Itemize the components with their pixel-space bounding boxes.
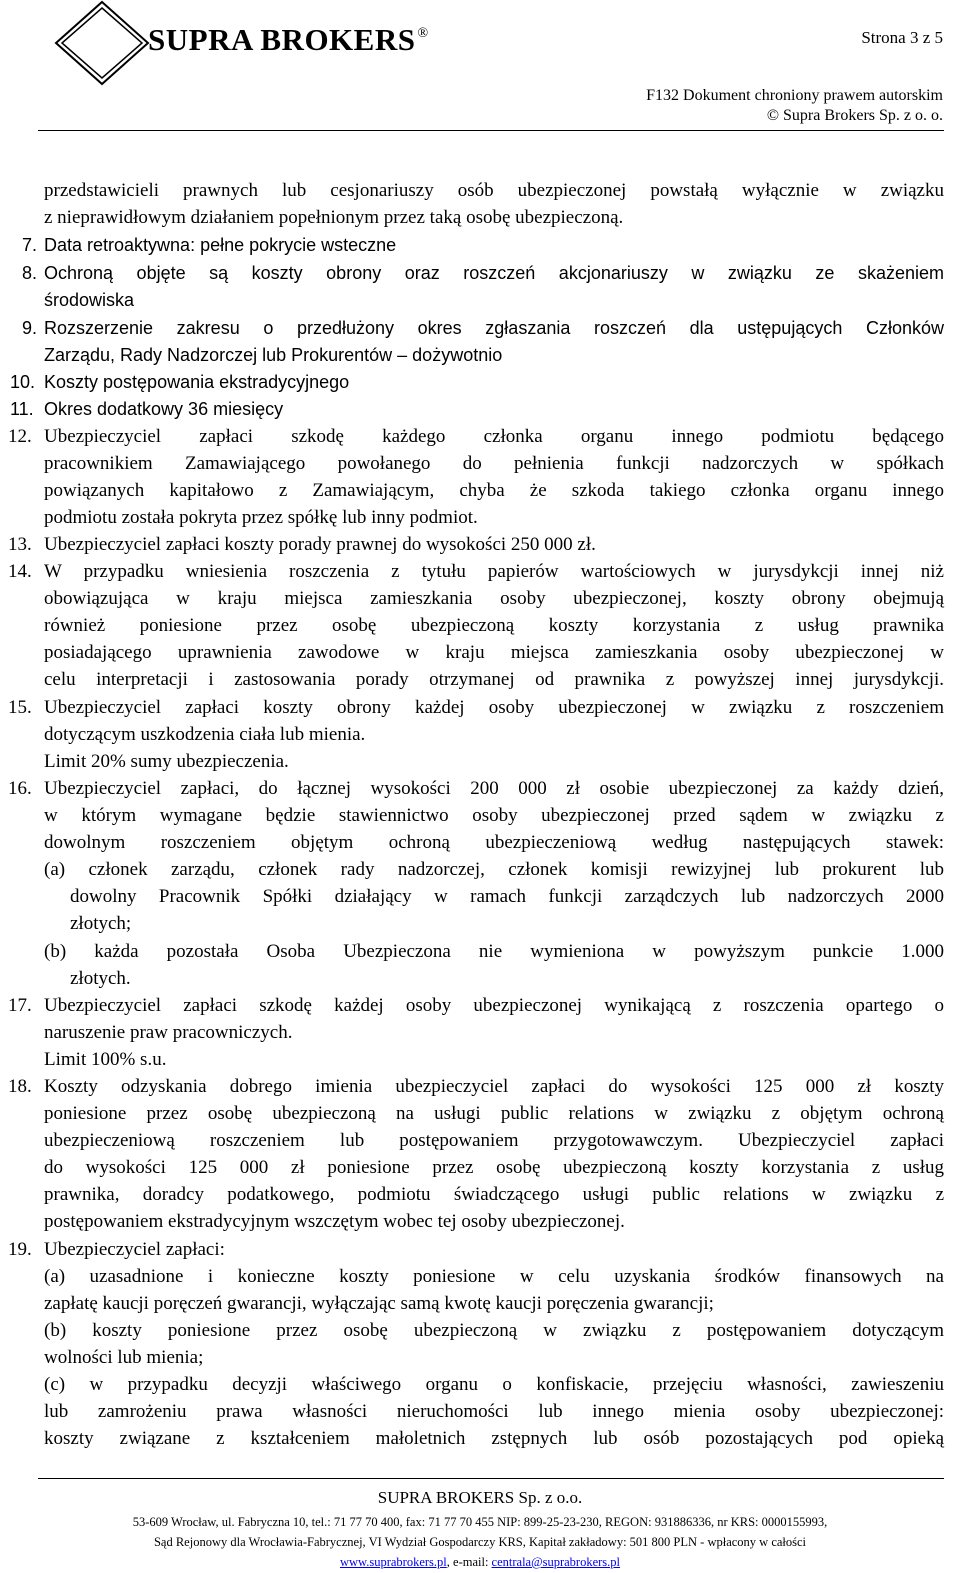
text-line: (b) każda pozostała Osoba Ubezpieczona nie wymieniona w powyższym punkcie 1.000: [44, 941, 944, 962]
text-line: Limit 100% s.u.: [44, 1049, 167, 1070]
text-line: Okres dodatkowy 36 miesięcy: [44, 399, 284, 419]
footer-contact: [0, 1555, 960, 1570]
text-line: przedstawicieli prawnych lub cesjonariuszy osób ubezpieczonej powstałą wyłącznie w związku: [44, 180, 944, 201]
text-line: Ochroną objęte są koszty obrony oraz roszczeń akcjonariuszy w związku ze skażeniem: [44, 263, 944, 283]
text-line: złotych.: [70, 968, 131, 989]
item-number: 7.: [22, 235, 38, 255]
text-line: również poniesione przez osobę ubezpieczoną koszty korzystania z usług prawnika: [44, 615, 944, 636]
text-line: dotyczącym uszkodzenia ciała lub mienia.: [44, 724, 366, 745]
item-number: 19.: [8, 1239, 32, 1260]
item-number: 14.: [8, 561, 32, 582]
text-line: Koszty odzyskania dobrego imienia ubezpieczyciel zapłaci do wysokości 125 000 zł koszty: [44, 1076, 944, 1097]
text-line: W przypadku wniesienia roszczenia z tytułu papierów wartościowych w jurysdykcji innej niż: [44, 561, 944, 582]
item-number: 10.: [10, 372, 36, 392]
text-line: podmiotu została pokryta przez spółkę lub inny podmiot.: [44, 507, 478, 528]
text-line: Data retroaktywna: pełne pokrycie wsteczne: [44, 235, 397, 255]
text-line: do wysokości 125 000 zł poniesione przez osobę ubezpieczoną koszty korzystania z usług: [44, 1157, 944, 1178]
text-line: posiadającego uprawnienia zawodowe w kraju miejsca zamieszkania osoby ubezpieczonej w: [44, 642, 944, 663]
text-line: koszty związane z kształceniem małoletnich zstępnych lub osób pozostających pod opieką: [44, 1428, 944, 1449]
text-line: (a) członek zarządu, członek rady nadzorczej, członek komisji rewizyjnej lub prokurent lub: [44, 859, 944, 880]
text-line: Ubezpieczyciel zapłaci koszty obrony każdej osoby ubezpieczonej w związku z roszczeniem: [44, 697, 944, 718]
text-line: Ubezpieczyciel zapłaci szkodę każdego członka organu innego podmiotu będącego: [44, 426, 944, 447]
brand-logo-text: SUPRA BROKERS ®: [148, 22, 429, 57]
footer-divider: [38, 1478, 944, 1479]
text-line: złotych;: [70, 913, 132, 934]
text-line: zapłatę kaucji poręczeń gwarancji, wyłączając samą kwotę kaucji poręczenia gwarancji;: [44, 1293, 714, 1314]
text-line: Ubezpieczyciel zapłaci:: [44, 1239, 225, 1260]
text-line: obowiązująca w kraju miejsca zamieszkania osoby ubezpieczonej, koszty obrony obejmują: [44, 588, 944, 609]
copyright-line: © Supra Brokers Sp. z o. o.: [766, 107, 943, 124]
item-number: 8.: [22, 263, 38, 283]
item-number: 15.: [8, 697, 32, 718]
text-line: lub zamrożeniu prawa własności nieruchomości lub innego mienia osoby ubezpieczonej:: [44, 1401, 944, 1422]
text-line: Limit 20% sumy ubezpieczenia.: [44, 751, 289, 772]
item-number: 13.: [8, 534, 32, 555]
footer-registration: Sąd Rejonowy dla Wrocławia-Fabrycznej, VI Wydział Gospodarczy KRS, Kapitał zakładowy: 501 800 PLN - wpłacony w całości: [153, 1535, 807, 1549]
text-line: celu interpretacji i zastosowania porady otrzymanej od prawnika z powyższej innej jurysdykcji.: [44, 669, 944, 690]
page-number: Strona 3 z 5: [861, 28, 943, 47]
text-line: powiązanych kapitałowo z Zamawiającym, chyba że szkoda takiego członka organu innego: [44, 480, 944, 501]
email-label: , e-mail:: [446, 1555, 492, 1569]
text-line: postępowaniem ekstradycyjnym wszczętym wobec tej osoby ubezpieczonej.: [44, 1211, 625, 1232]
logo-diamond-icon: [52, 0, 152, 86]
text-line: w którym wymagane będzie stawiennictwo osoby ubezpieczonej przed sądem w związku z: [44, 805, 944, 826]
text-line: (a) uzasadnione i konieczne koszty poniesione w celu uzyskania środków finansowych na: [44, 1266, 944, 1287]
text-line: Ubezpieczyciel zapłaci szkodę każdej osoby ubezpieczonej wynikającą z roszczenia opartego o: [44, 995, 944, 1016]
item-number: 12.: [8, 426, 32, 447]
item-number: 9.: [22, 318, 38, 338]
text-line: pracownikiem Zamawiającego powołanego do pełnienia funkcji nadzorczych w spółkach: [44, 453, 944, 474]
item-number: 11.: [10, 399, 34, 419]
text-line: Rozszerzenie zakresu o przedłużony okres zgłaszania roszczeń dla ustępujących Członków: [44, 318, 944, 338]
website-link[interactable]: www.suprabrokers.pl: [339, 1555, 447, 1569]
text-line: środowiska: [44, 290, 135, 310]
text-line: z nieprawidłowym działaniem popełnionym przez taką osobę ubezpieczoną.: [44, 207, 624, 228]
header-divider: [38, 130, 944, 131]
text-line: naruszenie praw pracowniczych.: [44, 1022, 293, 1043]
text-line: dowolny Pracownik Spółki działający w ramach funkcji zarządczych lub nadzorczych 2000: [70, 886, 944, 907]
text-line: poniesione przez osobę ubezpieczoną na usługi public relations w związku z objętym ochroną: [44, 1103, 944, 1124]
text-line: Koszty postępowania ekstradycyjnego: [44, 372, 350, 392]
text-line: (c) w przypadku decyzji właściwego organu o konfiskacie, przejęciu własności, zawieszeniu: [44, 1374, 944, 1395]
text-line: prawnika, doradcy podatkowego, podmiotu świadczącego usługi public relations w związku z: [44, 1184, 944, 1205]
text-line: wolności lub mienia;: [44, 1347, 204, 1368]
text-line: Ubezpieczyciel zapłaci, do łącznej wysokości 200 000 zł osobie ubezpieczonej za każdy dzień,: [44, 778, 944, 799]
copyright-notice: [646, 86, 943, 126]
item-number: 17.: [8, 995, 32, 1016]
email-link[interactable]: centrala@suprabrokers.pl: [491, 1555, 621, 1569]
text-line: (b) koszty poniesione przez osobę ubezpieczoną w związku z postępowaniem dotyczącym: [44, 1320, 944, 1341]
footer-company: SUPRA BROKERS Sp. z o.o.: [377, 1488, 583, 1507]
text-line: ubezpieczeniową roszczeniem lub postępowaniem przygotowawczym. Ubezpieczyciel zapłaci: [44, 1130, 944, 1151]
footer-address: 53-609 Wrocław, ul. Fabryczna 10, tel.: 71 77 70 400, fax: 71 77 70 455 NIP: 899-25-23-230, REGON: 931886336, nr KRS: 0000155993,: [132, 1515, 828, 1529]
text-line: Zarządu, Rady Nadzorczej lub Prokurentów – dożywotnio: [44, 345, 503, 365]
doc-protection-line: F132 Dokument chroniony prawem autorskim: [646, 87, 943, 104]
text-line: dowolnym roszczeniem objętym ochroną ubezpieczeniową według następujących stawek:: [44, 832, 944, 853]
item-number: 16.: [8, 778, 32, 799]
item-number: 18.: [8, 1076, 32, 1097]
text-line: Ubezpieczyciel zapłaci koszty porady prawnej do wysokości 250 000 zł.: [44, 534, 596, 555]
